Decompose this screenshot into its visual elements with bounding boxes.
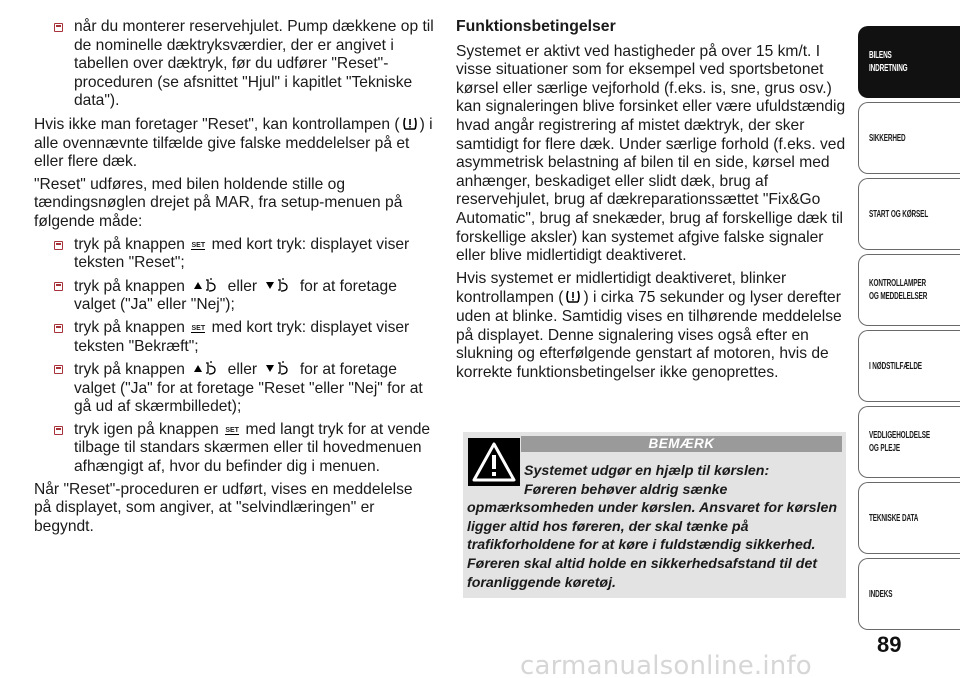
tab-tekniske-data[interactable]: TEKNISKE DATA bbox=[858, 482, 960, 554]
bullet-icon bbox=[54, 241, 63, 250]
tire-pressure-warning-icon bbox=[402, 115, 418, 131]
set-button-icon: SET bbox=[191, 241, 206, 249]
paragraph: Hvis systemet er midlertidigt deaktiveret, blinker kontrollampen ( ) i cirka 75 sekunder og lyser derefter uden at blinke. Samtidig vises en tilhørende meddelelse på displayet. Denne signalering vises også efter en slukning og efterfølgende genstart af motoren, hvis de korrekte funktionsbetingelser ikke genoprettes. bbox=[456, 269, 842, 381]
note-title: BEMÆRK bbox=[521, 436, 842, 452]
right-column bbox=[456, 18, 846, 386]
list-item: tryk på knappen eller for at foretage valget ("Ja" for at foretage "Reset "eller "Nej" for at gå ud af skærmbilledet); bbox=[34, 360, 434, 417]
up-button-icon bbox=[191, 277, 221, 293]
tab-i-nodstilfaelde[interactable]: I NØDSTILFÆLDE bbox=[858, 330, 960, 402]
tab-vedligeholdelse[interactable]: VEDLIGEHOLDELSE OG PLEJE bbox=[858, 406, 960, 478]
left-column bbox=[34, 18, 434, 540]
set-button-icon: SET bbox=[191, 324, 206, 332]
chapter-tabs bbox=[858, 26, 960, 634]
tab-indeks[interactable]: INDEKS bbox=[858, 558, 960, 630]
down-button-icon bbox=[263, 277, 293, 293]
paragraph: Hvis ikke man foretager "Reset", kan kontrollampen ( ) i alle ovennævnte tilfælde give falske meddelelser på et eller flere dæk. bbox=[34, 115, 433, 171]
bullet-icon bbox=[54, 365, 63, 374]
set-button-icon: SET bbox=[225, 426, 239, 434]
tab-sikkerhed[interactable]: SIKKERHED bbox=[858, 102, 960, 174]
list-item: tryk på knappen SET med kort tryk: displayet viser teksten "Bekræft"; bbox=[34, 319, 434, 356]
bullet-icon bbox=[54, 23, 63, 32]
tab-start-og-korsel[interactable]: START OG KØRSEL bbox=[858, 178, 960, 250]
tire-pressure-warning-icon bbox=[565, 288, 581, 304]
watermark: carmanualsonline.info bbox=[520, 651, 812, 678]
tab-bilens-indretning[interactable]: BILENS INDRETNING bbox=[858, 26, 960, 98]
paragraph: Systemet er aktivt ved hastigheder på over 15 km/t. I visse situationer som for eksempel ved sportsbetonet kørsel eller særlige vejforhold (f.eks. is, sne, grus osv.) kan signaleringen blive forsinket eller være ufuldstændig hvad angår registrering af mistet dæktryk, der sker samtidigt for flere dæk. Under særlige forhold (f.eks. ved asymmetrisk belastning af bilen til en side, kørsel med anhænger, beskadiget eller slidt dæk, brug af reservehjulet, brug af dækreparationssættet "Fix&Go Automatic", brug af snekæder, brug af forskellige dæk til forskellige aksler) kan systemet afgive falske signaler eller blive midlertidigt deaktiveret. bbox=[456, 42, 846, 265]
down-button-icon bbox=[263, 360, 293, 376]
bullet-icon bbox=[54, 324, 63, 333]
bullet-icon bbox=[54, 426, 63, 435]
page-number: 89 bbox=[877, 632, 902, 657]
list-item: tryk igen på knappen SET med langt tryk for at vende tilbage til standars skærmen eller til hovedmenuen afhængigt af, hvor du befinder dig i menuen. bbox=[34, 421, 434, 477]
tab-kontrollamper[interactable]: KONTROLLAMPER OG MEDDELELSER bbox=[858, 254, 960, 326]
bullet-icon bbox=[54, 282, 63, 291]
paragraph: "Reset" udføres, med bilen holdende stille og tændingsnøglen drejet på MAR, fra setup-menuen på følgende måde: bbox=[34, 175, 403, 230]
note-text: Systemet udgør en hjælp til kørslen: Føreren behøver aldrig sænke opmærksomheden under kørslen. Ansvaret for kørslen ligger altid hos føreren, der skal tænke på trafikforholdene for at køre i fuldstændig sikkerhed. Føreren skal altid holde en sikkerhedsafstand til det foranliggende køretøj. bbox=[467, 463, 838, 591]
list-item: når du monterer reservehjulet. Pump dækkene op til de nominelle dæktryksværdier, der er angivet i tabellen over dæktryk, før du udfører "Reset"- proceduren (se afsnittet "Hjul" i kapitlet "Tekniske data"). bbox=[34, 18, 434, 111]
list-item: tryk på knappen SET med kort tryk: displayet viser teksten "Reset"; bbox=[34, 236, 434, 273]
list-item: tryk på knappen eller for at foretage valget ("Ja" eller "Nej"); bbox=[34, 277, 434, 315]
section-heading: Funktionsbetingelser bbox=[456, 18, 616, 35]
note-box bbox=[463, 432, 846, 598]
up-button-icon bbox=[191, 360, 221, 376]
paragraph: Når "Reset"-proceduren er udført, vises en meddelelse på displayet, som angiver, at "selvindlæringen" er begyndt. bbox=[34, 480, 413, 535]
